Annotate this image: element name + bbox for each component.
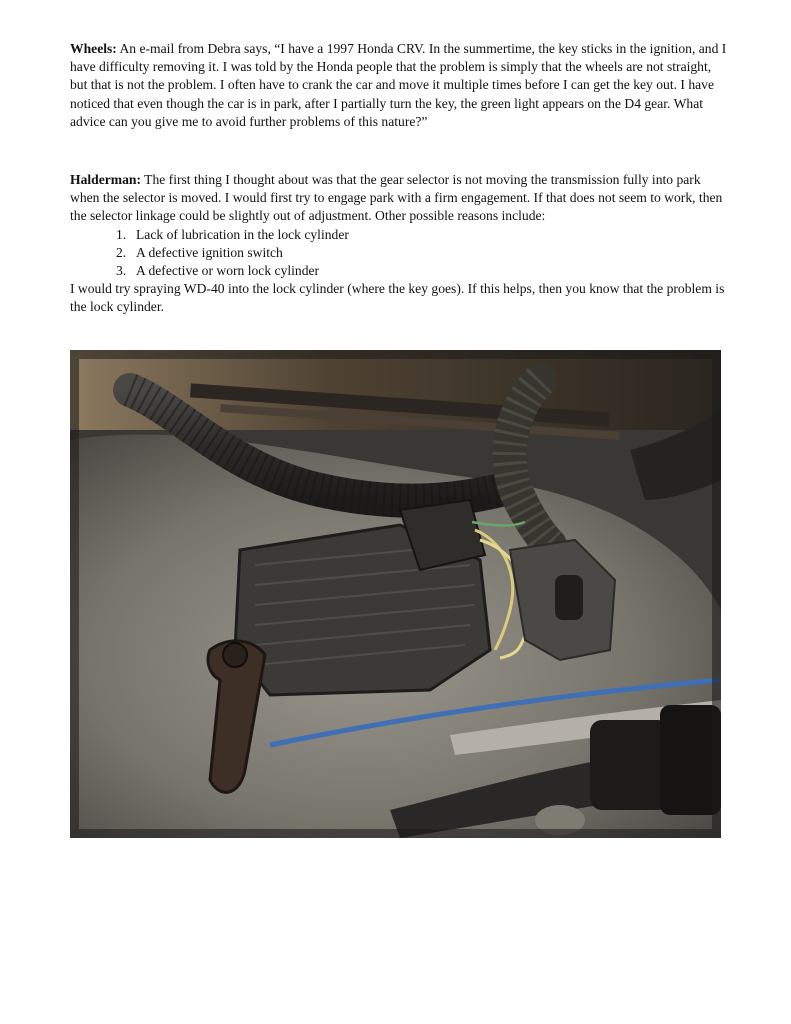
cable-boot-2 bbox=[660, 705, 721, 815]
list-item-text: A defective or worn lock cylinder bbox=[136, 263, 320, 279]
halderman-lead: Halderman: bbox=[70, 172, 141, 187]
wheels-text: An e-mail from Debra says, “I have a 1997 Honda CRV. In the summertime, the key sticks in the ignition, and I have difficulty removing it. I was told by the Honda people that the problem is simply that the wheels are not straight, but that is not the problem. I often have to crank the car and move it multiple times before I can get the key out. I have noticed that even though the car is in park, after I partially turn the key, the green light appears on the D4 gear. What advice can you give me to avoid further problems of this nature?” bbox=[70, 41, 727, 129]
list-item-number: 2. bbox=[116, 244, 127, 260]
closing-text: I would try spraying WD-40 into the lock cylinder (where the key goes). If this helps, then you know that the problem is the lock cylinder. bbox=[70, 281, 725, 315]
list-item-text: A defective ignition switch bbox=[136, 244, 283, 260]
halderman-paragraph bbox=[70, 171, 730, 317]
engine-bay-photo bbox=[70, 350, 721, 838]
list-item-number: 1. bbox=[116, 226, 127, 242]
halderman-text: The first thing I thought about was that the gear selector is not moving the transmission fully into park when the selector is moved. I would first try to engage park with a firm engagement. If that does not seem to work, then the selector linkage could be slightly out of adjustment. Other possible reasons include: bbox=[70, 172, 723, 224]
list-item bbox=[70, 244, 730, 262]
list-item bbox=[70, 262, 730, 280]
reasons-list bbox=[70, 226, 730, 281]
list-item-text: Lack of lubrication in the lock cylinder bbox=[136, 226, 349, 242]
cable-boot bbox=[590, 720, 670, 810]
wheels-paragraph bbox=[70, 40, 730, 131]
lever-bolt bbox=[223, 643, 247, 667]
list-item-number: 3. bbox=[116, 263, 127, 279]
bracket-slot bbox=[555, 575, 583, 620]
list-item bbox=[70, 226, 730, 244]
wheels-lead: Wheels: bbox=[70, 41, 117, 56]
